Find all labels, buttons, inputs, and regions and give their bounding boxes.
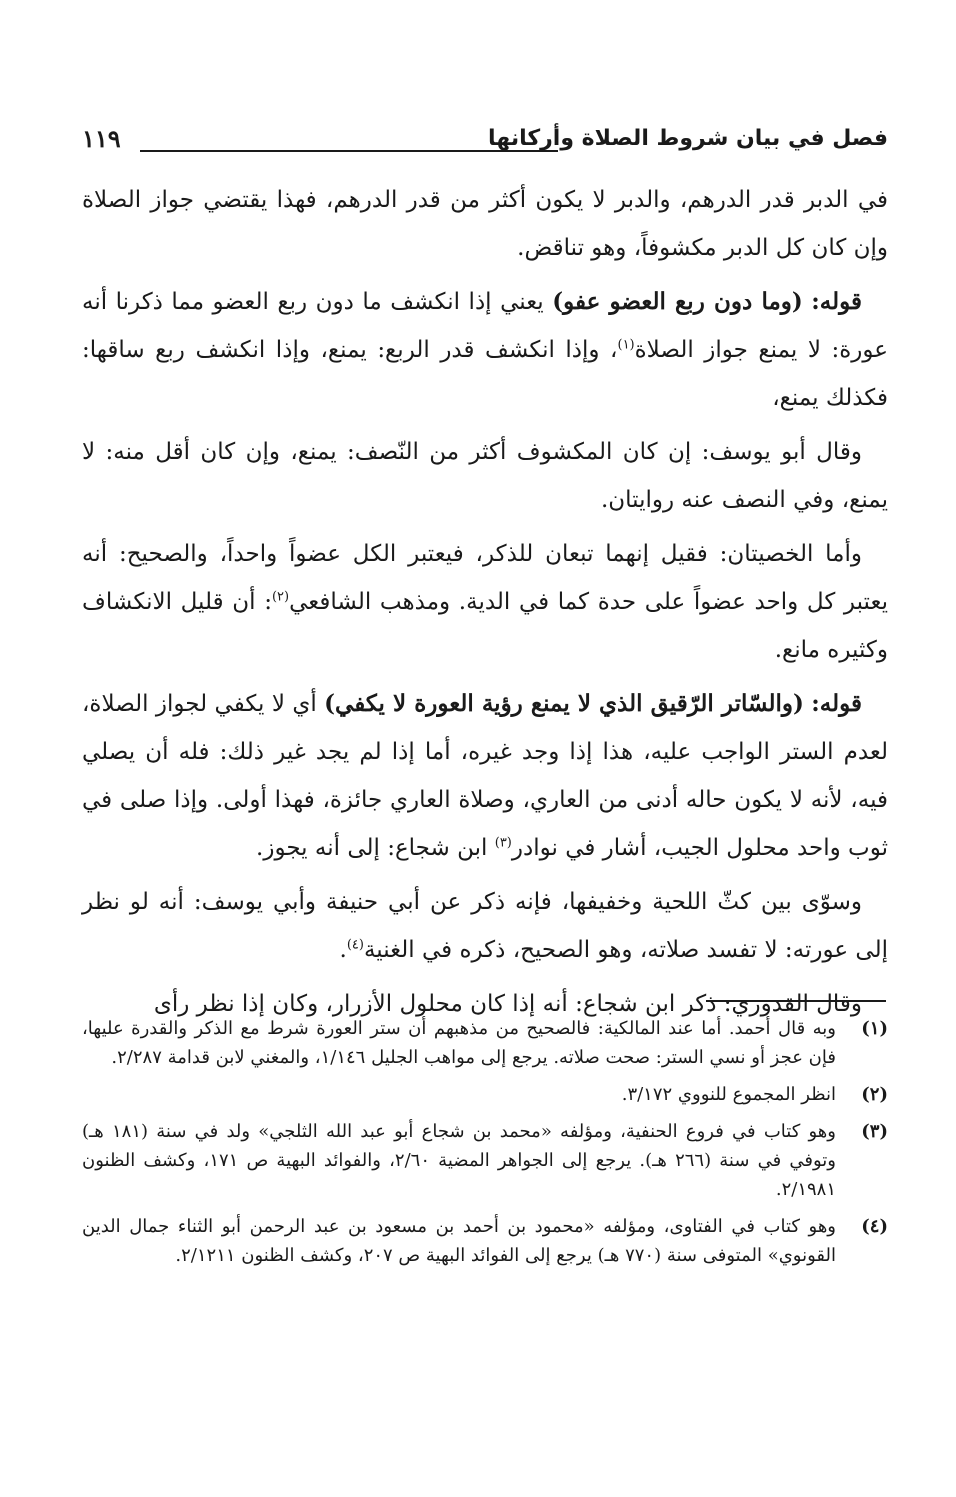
footnote-number: (٣) <box>861 1121 888 1142</box>
footnote-ref: (٤) <box>346 937 364 953</box>
footnote <box>82 1212 888 1270</box>
paragraph-text: ابن شجاع: إلى أنه يجوز. <box>256 835 495 861</box>
footnote-number: (١) <box>861 1018 888 1039</box>
footnote-text: وبه قال أحمد. أما عند المالكية: فالصحيح من مذهبهم أن ستر العورة شرط مع الذكر والقدرة عليها، فإن عجز أو نسي الستر: صحت صلاته. يرجع إلى مواهب الجليل ١/١٤٦، والمغني لابن قدامة ٢/٢٨٧. <box>82 1018 836 1068</box>
footnote-number: (٤) <box>861 1216 888 1237</box>
header-rule <box>140 150 558 152</box>
footnote <box>82 1080 888 1109</box>
paragraph-text: وقال القدوري: ذكر ابن شجاع: أنه إذا كان محلول الأزرار، وكان إذا نظر رأى <box>153 991 862 1017</box>
footnote-ref: (٢) <box>271 589 290 605</box>
paragraph <box>82 530 888 674</box>
quoted-matn: (وما دون ربع العضو عفو) <box>552 288 803 315</box>
footnote-text: وهو كتاب في فروع الحنفية، ومؤلفه «محمد بن شجاع أبو عبد الله الثلجي» ولد في سنة (١٨١ هـ) وتوفي في سنة (٢٦٦ هـ). يرجع إلى الجواهر المضية ٢/٦٠، والفوائد البهية ص ١٧١، وكشف الظنون ٢/١٩٨١. <box>82 1121 837 1200</box>
paragraph <box>82 878 888 974</box>
paragraph-text: وأما الخصيتان: فقيل إنهما تبعان للذكر، فيعتبر الكل عضواً واحداً، والصحيح: أنه يعتبر كل واحد عضواً على حدة كما في الدية. ومذهب الشافعي <box>82 541 888 615</box>
qawluhu-keyword: قوله: <box>811 690 862 717</box>
paragraph-text: وسوّى بين كثّ اللحية وخفيفها، فإنه ذكر عن أبي حنيفة وأبي يوسف: أنه لو نظر إلى عورته: لا تفسد صلاته، وهو الصحيح، ذكره في الغنية <box>82 889 888 963</box>
footnote-separator <box>706 1000 886 1002</box>
paragraph <box>82 176 888 272</box>
quoted-matn: (والسّاتر الرّقيق الذي لا يمنع رؤية العورة لا يكفي) <box>324 690 804 717</box>
footnote-ref: (٣) <box>494 835 512 851</box>
paragraph <box>82 680 888 872</box>
footnote <box>82 1014 888 1072</box>
page-header <box>82 122 888 162</box>
footnote-text: انظر المجموع للنووي ٣/١٧٢. <box>621 1084 836 1105</box>
paragraph <box>82 428 888 524</box>
paragraph-text: ، وإذا انكشف قدر الربع: يمنع، وإذا انكشف ربع ساقها: فكذلك يمنع، <box>82 337 888 411</box>
page-number: ١١٩ <box>82 124 121 153</box>
paragraph-text: : أن قليل الانكشاف وكثيره مانع. <box>82 589 888 663</box>
running-title: فصل في بيان شروط الصلاة وأركانها <box>488 126 888 151</box>
main-text <box>82 176 888 1034</box>
paragraph-text: . <box>339 937 347 963</box>
paragraph-text: في الدبر قدر الدرهم، والدبر لا يكون أكثر من قدر الدرهم، فهذا يقتضي جواز الصلاة وإن كان كل الدبر مكشوفاً، وهو تناقض. <box>82 187 888 261</box>
paragraph-text: يعني إذا انكشف ما دون ربع العضو مما ذكرنا أنه عورة: لا يمنع جواز الصلاة <box>82 289 888 363</box>
footnote-number: (٢) <box>861 1084 888 1105</box>
footnote-ref: (١) <box>617 337 635 353</box>
qawluhu-keyword: قوله: <box>811 288 862 315</box>
footnotes <box>82 1014 888 1278</box>
paragraph-text: وقال أبو يوسف: إن كان المكشوف أكثر من النّصف: يمنع، وإن كان أقل منه: لا يمنع، وفي النصف عنه روايتان. <box>82 439 888 513</box>
paragraph-text: أي لا يكفي لجواز الصلاة، لعدم الستر الواجب عليه، هذا إذا وجد غيره، أما إذا لم يجد غير ذلك: فله أن يصلي فيه، لأنه لا يكون حاله أدنى من العاري، وصلاة العاري جائزة، فهذا أولى. وإذا صلى في ثوب واحد محلول الجيب، أشار في نوادر <box>82 691 888 861</box>
footnote <box>82 1117 888 1204</box>
footnote-text: وهو كتاب في الفتاوى، ومؤلفه «محمود بن أحمد بن مسعود بن عبد الرحمن أبو الثناء جمال الدين القونوي» المتوفى سنة (٧٧٠ هـ) يرجع إلى الفوائد البهية ص ٢٠٧، وكشف الظنون ٢/١٢١١. <box>82 1216 836 1266</box>
paragraph <box>82 278 888 422</box>
